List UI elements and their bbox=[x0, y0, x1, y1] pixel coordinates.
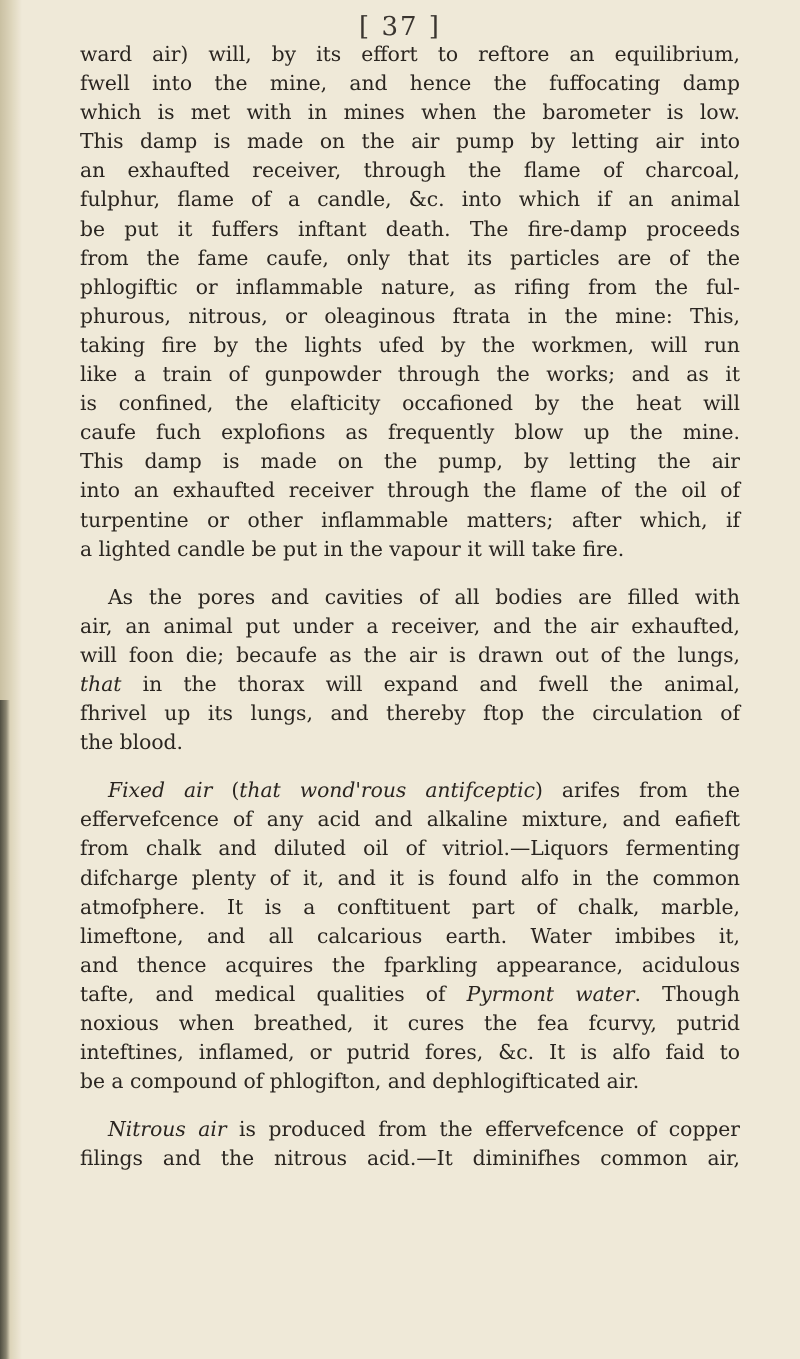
text-line: This damp is made on the pump, by letting the air bbox=[80, 449, 740, 474]
text-line: phlogiftic or inflammable nature, as rifing from the ful- bbox=[80, 274, 740, 299]
text-line: Fixed air (that wond'rous antifceptic) arifes from the bbox=[108, 778, 741, 803]
text-line: inteftines, inflamed, or putrid fores, &c. It is alfo faid to bbox=[80, 1040, 740, 1065]
text-line: tafte, and medical qualities of Pyrmont water. Though bbox=[80, 981, 740, 1006]
text-line: like a train of gunpowder through the works; and as it bbox=[80, 362, 740, 387]
text-line: from chalk and diluted oil of vitriol.—Liquors fermenting bbox=[80, 836, 740, 861]
text-line: be put it fuffers inftant death. The fire-damp proceeds bbox=[80, 216, 740, 241]
paragraph-4 bbox=[80, 1115, 740, 1173]
text-line: This damp is made on the air pump by letting air into bbox=[80, 129, 740, 154]
text-line: filings and the nitrous acid.—It diminifhes common air, bbox=[80, 1146, 740, 1171]
text-line: Nitrous air is produced from the effervefcence of copper bbox=[108, 1117, 740, 1142]
text-line: a lighted candle be put in the vapour it will take fire. bbox=[80, 536, 625, 561]
text-line: an exhaufted receiver, through the flame of charcoal, bbox=[80, 158, 740, 183]
text-line: from the fame caufe, only that its particles are of the bbox=[80, 245, 740, 270]
body-text bbox=[80, 40, 740, 1173]
text-line: which is met with in mines when the barometer is low. bbox=[80, 100, 740, 125]
text-line: fhrivel up its lungs, and thereby ftop the circulation of bbox=[80, 701, 740, 726]
text-line: into an exhaufted receiver through the flame of the oil of bbox=[80, 478, 740, 503]
text-line: ward air) will, by its effort to reftore an equilibrium, bbox=[80, 42, 740, 66]
text-line: phurous, nitrous, or oleaginous ftrata in the mine: This, bbox=[80, 303, 740, 328]
text-line: fwell into the mine, and hence the fuffocating damp bbox=[80, 71, 740, 96]
text-line: effervefcence of any acid and alkaline mixture, and eafieft bbox=[80, 807, 740, 832]
text-line: noxious when breathed, it cures the fea fcurvy, putrid bbox=[80, 1011, 740, 1035]
text-line: taking fire by the lights ufed by the workmen, will run bbox=[80, 332, 740, 357]
book-spine-edge bbox=[0, 700, 10, 1359]
paragraph-3 bbox=[80, 776, 740, 1096]
text-line: air, an animal put under a receiver, and the air exhaufted, bbox=[80, 613, 740, 638]
text-line: caufe fuch explofions as frequently blow up the mine. bbox=[80, 420, 740, 445]
text-line: atmofphere. It is a conftituent part of chalk, marble, bbox=[80, 894, 740, 919]
text-line: difcharge plenty of it, and it is found alfo in the common bbox=[80, 865, 740, 890]
text-line: be a compound of phlogifton, and dephlogifticated air. bbox=[80, 1069, 640, 1094]
text-line: that in the thorax will expand and fwell the animal, bbox=[80, 671, 740, 696]
text-line: and thence acquires the fparkling appearance, acidulous bbox=[80, 952, 740, 977]
text-line: limeftone, and all calcarious earth. Water imbibes it, bbox=[80, 923, 740, 948]
text-line: As the pores and cavities of all bodies are filled with bbox=[108, 584, 740, 609]
text-line: is confined, the elafticity occafioned by the heat will bbox=[80, 391, 740, 416]
text-line: fulphur, flame of a candle, &c. into which if an animal bbox=[80, 187, 740, 212]
text-line: will foon die; becaufe as the air is drawn out of the lungs, bbox=[80, 642, 740, 667]
text-line: the blood. bbox=[80, 730, 183, 755]
paragraph-2 bbox=[80, 583, 740, 758]
text-line: turpentine or other inflammable matters; after which, if bbox=[80, 507, 740, 532]
page-number: [ 37 ] bbox=[359, 12, 441, 42]
paragraph-1 bbox=[80, 40, 740, 564]
